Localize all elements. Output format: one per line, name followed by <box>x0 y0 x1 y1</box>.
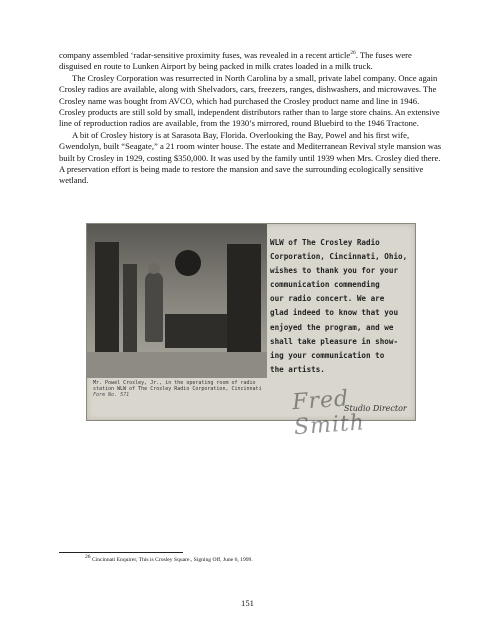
man-figure <box>145 272 163 342</box>
caption-line-2: station WLW of The Crosley Radio Corporation, Cincinnati <box>93 386 262 392</box>
paragraph-3: A bit of Crosley history is at Sarasota Bay, Florida. Overlooking the Bay, Powel and his first wife, Gwendolyn, built “Seagate,” a 21 room winter house. The estate and Mediterranean Revival style mansion was built by Crosley in 1929, costing $350,000. It was used by the family until 1939 when Mrs. Crosley died there. A preservation effort is being made to restore the mansion and save the surrounding ecologically sensitive wetland. <box>59 129 442 186</box>
footnote-text: Cincinnati Enquirer, This is Crosley Square., Signing Off, June 6, 1999. <box>91 557 253 563</box>
horn-speaker <box>175 250 201 276</box>
message-line: communication commending <box>270 280 380 290</box>
signature: Fred Smith <box>291 386 366 441</box>
paragraph-1-end: . The fuses were disguised en route to Lunken Airport by being packed in milk crates loaded in a milk truck. <box>59 50 412 72</box>
wlw-postcard-image <box>86 223 416 441</box>
message-line: wishes to thank you for your <box>270 266 399 276</box>
footnote-divider <box>59 552 183 553</box>
body-text <box>59 50 444 187</box>
caption-form-number: Form No. 571 <box>93 392 130 398</box>
message-line: our radio concert. We are <box>270 294 385 304</box>
message-line: WLW of The Crosley Radio <box>270 238 380 247</box>
left-equipment-cabinet <box>95 242 119 362</box>
man-head <box>148 262 160 274</box>
paragraph-2: The Crosley Corporation was resurrected in North Carolina by a small, private label company. Once again Crosley radios are available, along with Shelvadors, cars, freezers, ranges, dishwashers, and microwaves. The Crosley name was bought from AVCO, which had purchased the Crosley product name and line in 1946. Crosley products are still sold by small, independent distributors rather than to large store chains. An extensive line of reproduction radios are available, from the 1930’s mirrored, round Bluebird to the 1946 Tractone. <box>59 72 440 129</box>
message-line: glad indeed to know that you <box>270 308 399 318</box>
footnote-reference: 26 <box>350 50 356 57</box>
message-line: shall take pleasure in show- <box>270 336 399 346</box>
message-line: the artists. <box>270 364 325 374</box>
floor <box>87 352 267 378</box>
right-equipment-panel <box>227 244 261 352</box>
message-line: Corporation, Cincinnati, Ohio, <box>270 252 408 262</box>
page-number: 151 <box>241 598 254 608</box>
paragraph-1 <box>59 50 444 73</box>
radio-studio-photo <box>87 224 267 378</box>
message-line: ing your communication to <box>270 350 385 360</box>
caption-line-1: Mr. Powel Crosley, Jr., in the operating room of radio <box>93 380 256 386</box>
footnote <box>85 556 445 564</box>
footnote-number: 26 <box>85 554 91 561</box>
photo-caption <box>93 380 293 398</box>
paragraph-1-start: company assembled ‘radar-sensitive proximity fuses, was revealed in a recent article <box>59 50 351 60</box>
desk <box>165 314 235 348</box>
postcard-message <box>270 236 410 377</box>
message-line: enjoyed the program, and we <box>270 322 394 332</box>
signature-title: Studio Director <box>344 404 407 413</box>
equipment-rack <box>123 264 137 354</box>
